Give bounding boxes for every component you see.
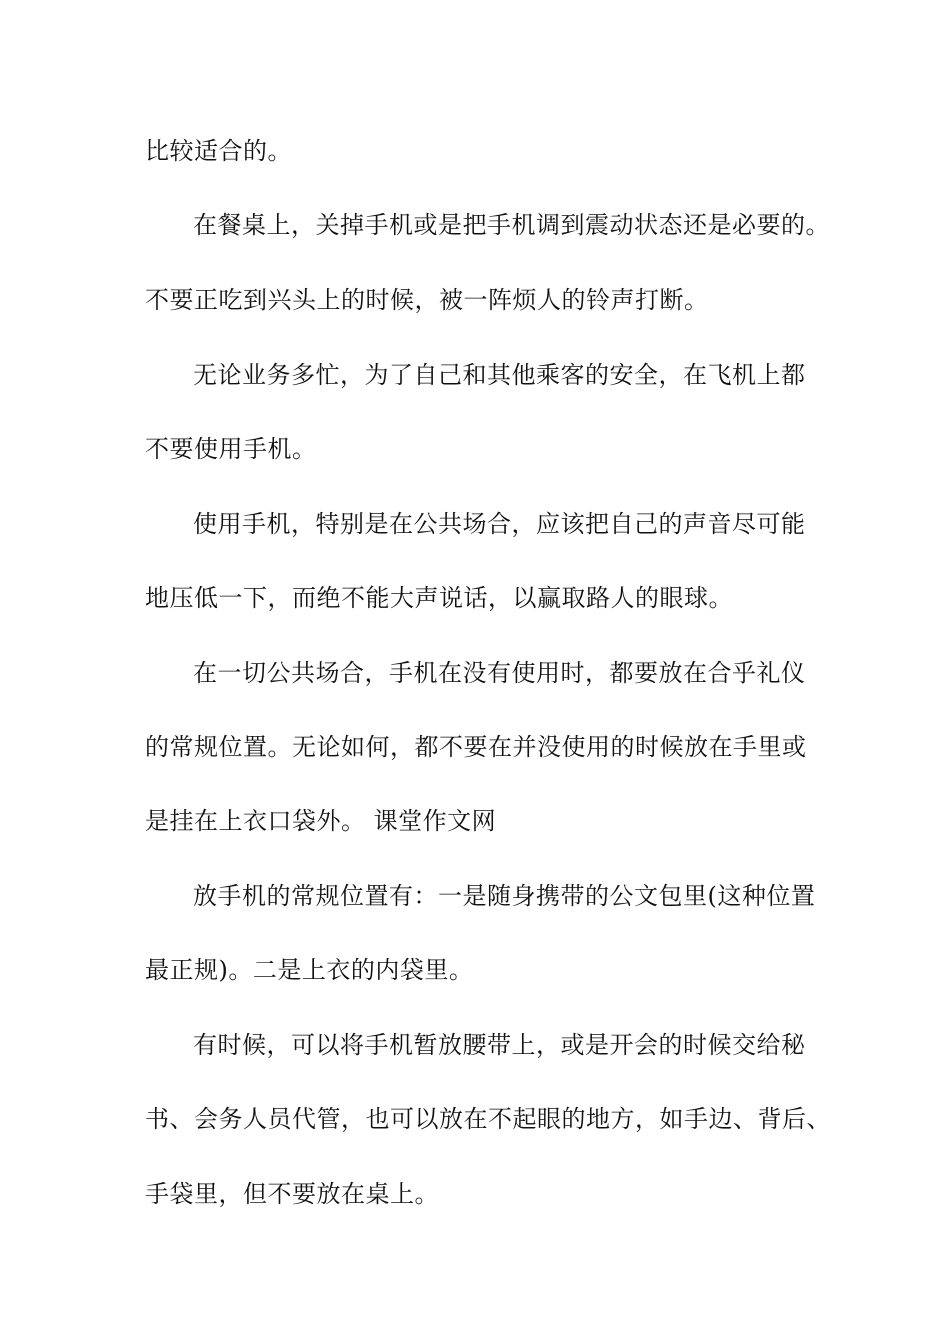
text-line: 手袋里，但不要放在桌上。: [145, 1180, 439, 1208]
text-line: 书、会务人员代管，也可以放在不起眼的地方，如手边、背后、: [145, 1105, 831, 1133]
paragraph-first-line: 有时候，可以将手机暂放腰带上，或是开会的时候交给秘: [193, 1031, 806, 1059]
text-line: 最正规)。二是上衣的内袋里。: [145, 956, 474, 984]
text-line: 不要正吃到兴头上的时候，被一阵烦人的铃声打断。: [145, 286, 709, 314]
text-line: 是挂在上衣口袋外。 课堂作文网: [145, 807, 497, 835]
paragraph-first-line: 无论业务多忙，为了自己和其他乘客的安全，在飞机上都: [193, 361, 806, 389]
paragraph-first-line: 使用手机，特别是在公共场合，应该把自己的声音尽可能: [193, 510, 806, 538]
paragraph-first-line: 在一切公共场合，手机在没有使用时，都要放在合乎礼仪: [193, 659, 806, 687]
paragraph-first-line: 放手机的常规位置有：一是随身携带的公文包里(这种位置: [193, 882, 816, 910]
text-line: 比较适合的。: [145, 137, 292, 165]
text-line: 不要使用手机。: [145, 435, 317, 463]
text-line: 地压低一下，而绝不能大声说话，以赢取路人的眼球。: [145, 584, 733, 612]
paragraph-first-line: 在餐桌上，关掉手机或是把手机调到震动状态还是必要的。: [193, 211, 830, 239]
text-line: 的常规位置。无论如何，都不要在并没使用的时候放在手里或: [145, 733, 807, 761]
